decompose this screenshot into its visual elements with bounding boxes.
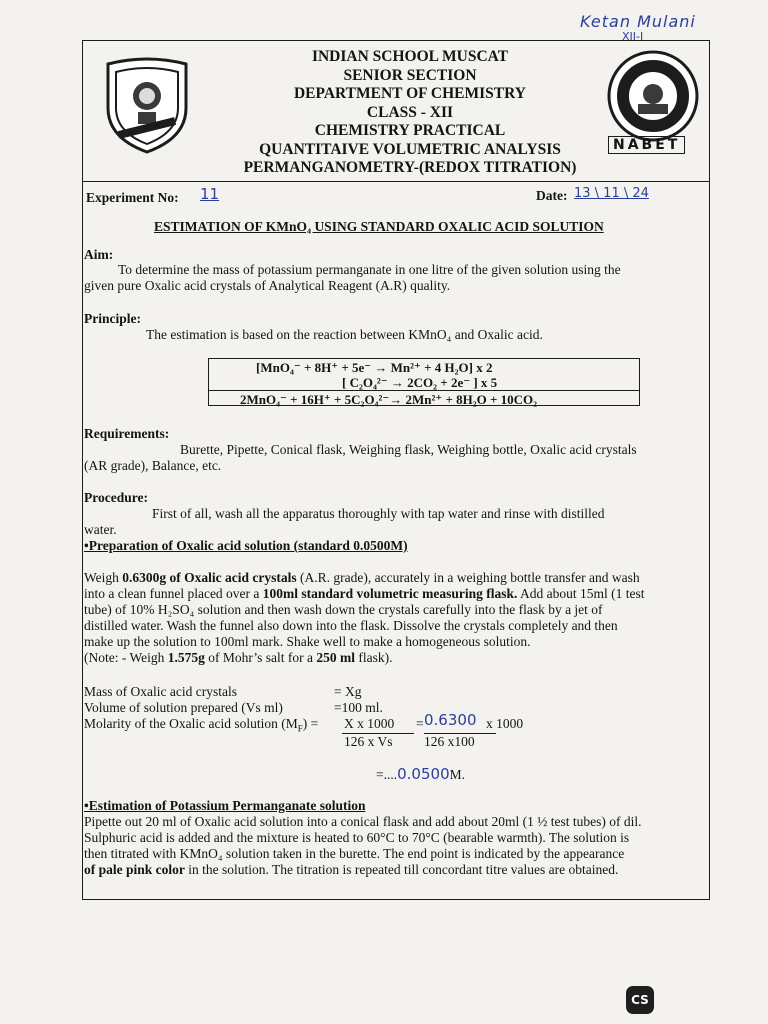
mass-label: Mass of Oxalic acid crystals: [84, 684, 237, 699]
preparation-line4: distilled water. Wash the funnel also down into the flask. Dissolve the crystals completely and then: [84, 618, 618, 633]
aim-heading: Aim:: [84, 247, 114, 262]
preparation-note: (Note: - Weigh 1.575g of Mohr’s salt for a 250 ml flask).: [84, 650, 393, 665]
class-mark-handwritten: XII-I: [622, 30, 644, 43]
section-name: SENIOR SECTION: [343, 66, 477, 84]
mass-value-handwritten: 0.6300: [424, 711, 477, 729]
experiment-number-handwritten: 11: [200, 185, 220, 203]
fraction2-denominator: 126 x100: [424, 734, 475, 749]
volume-value: =100 ml.: [334, 700, 383, 715]
estimation-line1: Pipette out 20 ml of Oxalic acid solution into a conical flask and add about 20ml (1 ½ test tubes) of dil.: [84, 814, 642, 829]
equation-divider: [208, 390, 640, 391]
date-handwritten: 13 \ 11 \ 24: [574, 186, 649, 201]
procedure-heading: Procedure:: [84, 490, 148, 505]
molarity-label: Molarity of the Oxalic acid solution $(M_F)$ =: [84, 716, 319, 734]
preparation-line5: make up the solution to 100ml mark. Shake well to make a homogeneous solution.: [84, 634, 531, 649]
procedure-line1: First of all, wash all the apparatus thoroughly with tap water and rinse with distilled: [152, 506, 605, 521]
experiment-label: Experiment No:: [86, 190, 179, 205]
fraction-denominator: 126 x Vs: [344, 734, 393, 749]
analysis-name: QUANTITAIVE VOLUMETRIC ANALYSIS: [259, 140, 561, 158]
requirements-line1: Burette, Pipette, Conical flask, Weighing flask, Weighing bottle, Oxalic acid crystals: [180, 442, 637, 457]
estimation-line2: Sulphuric acid is added and the mixture is heated to 60°C to 70°C (bearable warmth). The solution is: [84, 830, 630, 845]
school-crest-logo: [100, 56, 194, 154]
volume-label: Volume of solution prepared (Vs ml): [84, 700, 283, 715]
camscanner-watermark: CS: [626, 986, 654, 1014]
preparation-line3: tube) of 10% H₂SO₄ solution and then wash down the crystals carefully into the flask by a jet of: [84, 602, 603, 617]
procedure-line2: water.: [84, 522, 117, 537]
principle-heading: Principle:: [84, 311, 141, 326]
estimation-line4: of pale pink color in the solution. The titration is repeated till concordant titre values are obtained.: [84, 862, 619, 877]
department-name: DEPARTMENT OF CHEMISTRY: [293, 85, 526, 102]
date-label: Date:: [536, 188, 568, 203]
requirements-line2: (AR grade), Balance, etc.: [84, 458, 222, 473]
equation-overall: 2MnO₄⁻ + 16H⁺ + 5C₂O₄²⁻→ 2Mn²⁺ + 8H₂O + 10CO₂: [240, 392, 538, 407]
school-name: INDIAN SCHOOL MUSCAT: [311, 48, 509, 65]
class-name: CLASS - XII: [366, 103, 454, 121]
preparation-line1: Weigh 0.6300g of Oxalic acid crystals (A.R. grade), accurately in a weighing bottle transfer and wash: [84, 570, 640, 585]
requirements-heading: Requirements:: [84, 426, 170, 441]
equation-reduction: [MnO₄⁻ + 8H⁺ + 5e⁻ → Mn²⁺ + 4 H₂O] x 2: [256, 360, 493, 375]
student-name-handwritten: Ketan Mulani: [580, 12, 696, 31]
experiment-title: ESTIMATION OF KMnO₄ USING STANDARD OXALIC ACID SOLUTION: [154, 219, 604, 234]
document-header: [200, 48, 620, 178]
principle-text: The estimation is based on the reaction between KMnO₄ and Oxalic acid.: [146, 327, 543, 342]
header-divider: [82, 181, 710, 182]
nabet-label: NABET: [608, 136, 685, 154]
fraction2-numerator-tail: x 1000: [486, 716, 524, 731]
aim-text-line2: given pure Oxalic acid crystals of Analytical Reagent (A.R) quality.: [84, 278, 451, 293]
aim-text-line1: To determine the mass of potassium permanganate in one litre of the given solution using the: [118, 262, 621, 277]
equation-oxidation: [ C₂O₄²⁻ → 2CO₂ + 2e⁻ ] x 5: [342, 375, 498, 390]
mass-value: = Xg: [334, 684, 362, 699]
preparation-heading: •Preparation of Oxalic acid solution (standard 0.0500M): [84, 538, 408, 553]
fraction-numerator: X x 1000: [344, 716, 395, 731]
preparation-line2: into a clean funnel placed over a 100ml standard volumetric measuring flask. Add about 15ml (1 test: [84, 586, 645, 601]
estimation-heading: •Estimation of Potassium Permanganate solution: [84, 798, 366, 813]
estimation-line3: then titrated with KMnO₄ solution taken in the burette. The end point is indicated by the appearance: [84, 846, 625, 861]
titration-type: PERMANGANOMETRY-(REDOX TITRATION): [243, 159, 577, 176]
subject-name: CHEMISTRY PRACTICAL: [314, 122, 506, 139]
molarity-result: =....0.0500M.: [376, 765, 466, 783]
equals-sign: =: [416, 716, 424, 731]
